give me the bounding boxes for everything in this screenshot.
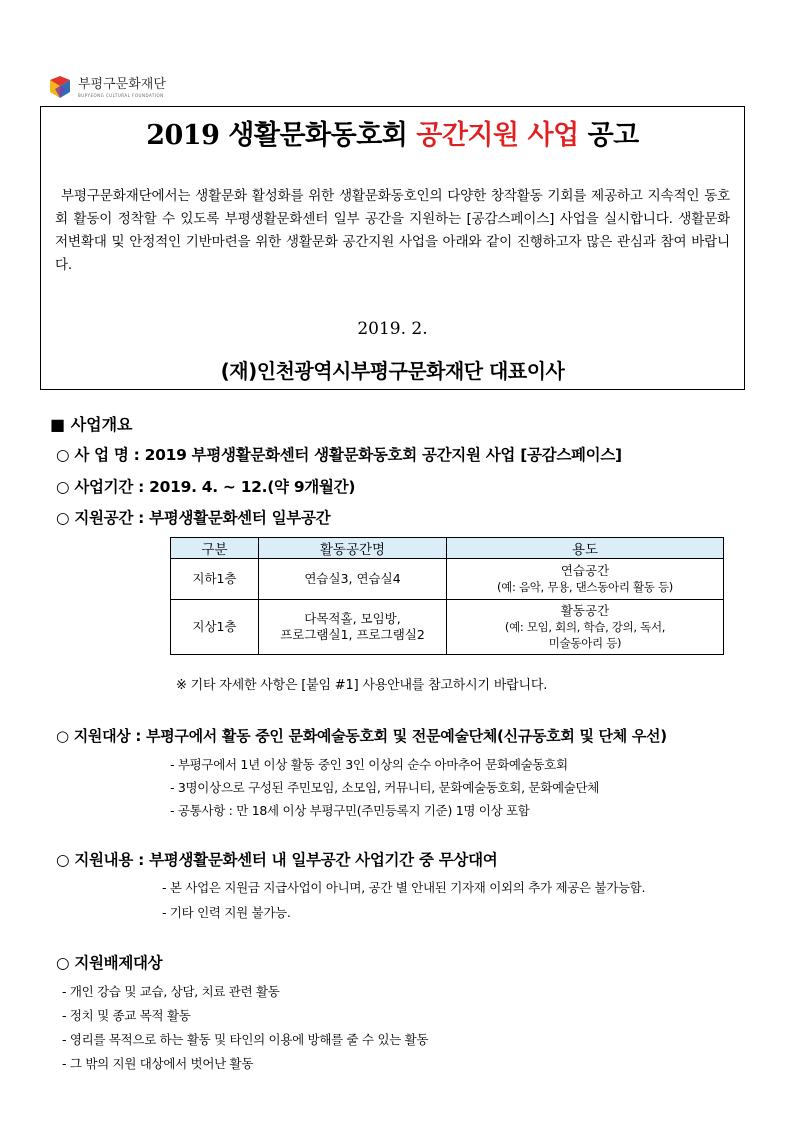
content-label: ○ 지원내용 : (56, 851, 145, 869)
target-label: ○ 지원대상 : (56, 727, 142, 745)
title-highlight: 공간지원 사업 (416, 120, 579, 151)
target-item: - 부평구에서 1년 이상 활동 중인 3인 이상의 순수 아마추어 문화예술동호회 (170, 757, 568, 772)
content-item: - 기타 인력 지원 불가능. (162, 905, 291, 920)
exclusion-heading: ○ 지원배제대상 (56, 954, 163, 972)
logo-name: 부평구문화재단 (78, 77, 166, 92)
notice-organization: (재)인천광역시부평구문화재단 대표이사 (220, 359, 565, 383)
target-item: - 공통사항 : 만 18세 이상 부평구민(주민등록지 기준) 1명 이상 포함 (170, 803, 530, 818)
support-space-value: 부평생활문화센터 일부공간 (149, 509, 331, 527)
rooms-cell: 연습실3, 연습실4 (259, 559, 447, 600)
project-period-label: ○ 사업기간 : (56, 478, 145, 496)
table-header: 활동공간명 (259, 538, 447, 559)
project-name-label: ○ 사 업 명 : (56, 446, 140, 464)
target-value: 부평구에서 활동 중인 문화예술동호회 및 전문예술단체(신규동호회 및 단체 우선) (146, 727, 667, 745)
notice-title: 2019 생활문화동호회 공간지원 사업 공고 (146, 120, 639, 151)
notice-date: 2019. 2. (357, 319, 428, 339)
table-row (171, 559, 724, 600)
support-space-label: ○ 지원공간 : (56, 509, 145, 527)
content-item: - 본 사업은 지원금 지급사업이 아니며, 공간 별 안내된 기자재 이외의 추가 제공은 불가능함. (162, 880, 646, 895)
table-header: 용도 (447, 538, 724, 559)
logo-mark-icon (48, 76, 72, 100)
support-space-row (56, 506, 330, 528)
project-period-row (56, 475, 355, 497)
rooms-cell: 다목적홀, 모임방, 프로그램실1, 프로그램실2 (259, 600, 447, 655)
exclusion-item: - 개인 강습 및 교습, 상담, 치료 관련 활동 (62, 984, 280, 999)
table-row (171, 600, 724, 655)
notice-box (40, 106, 745, 390)
content-row (56, 848, 497, 870)
content-value: 부평생활문화센터 내 일부공간 사업기간 중 무상대여 (149, 851, 498, 869)
floor-cell: 지상1층 (171, 600, 259, 655)
target-item: - 3명이상으로 구성된 주민모임, 소모임, 커뮤니티, 문화예술동호회, 문화예술단체 (170, 780, 600, 795)
exclusion-item: - 정치 및 종교 목적 활동 (62, 1008, 191, 1023)
floor-cell: 지하1층 (171, 559, 259, 600)
logo-sub: BUPYEONG CULTURAL FOUNDATION (78, 93, 164, 98)
exclusion-item: - 영리를 목적으로 하는 활동 및 타인의 이용에 방해를 줄 수 있는 활동 (62, 1032, 429, 1047)
project-name-value: 2019 부평생활문화센터 생활문화동호회 공간지원 사업 [공감스페이스] (144, 446, 622, 464)
use-cell: 활동공간 (예: 모임, 회의, 학습, 강의, 독서, 미술동아리 등) (447, 600, 724, 655)
project-period-value: 2019. 4. ~ 12.(약 9개월간) (149, 478, 356, 496)
target-row (56, 725, 667, 746)
notice-paragraph: 부평구문화재단에서는 생활문화 활성화를 위한 생활문화동호인의 다양한 창작활동 기회를 제공하고 지속적인 동호회 활동이 정착할 수 있도록 부평생활문화센터 일부 공간을 지원하는 [공감스페이스] 사업을 실시합니다. 생활문화 저변확대 및 안정적인 기반마련을 위한 생활문화 공간지원 사업을 아래와 같이 진행하고자 많은 관심과 참여 바랍니다. (55, 188, 730, 273)
use-cell: 연습공간 (예: 음악, 무용, 댄스동아리 활동 등) (447, 559, 724, 600)
table-header-row (171, 538, 724, 559)
exclusion-item: - 그 밖의 지원 대상에서 벗어난 활동 (62, 1056, 254, 1071)
table-note: ※ 기타 자세한 사항은 [붙임 #1] 사용안내를 참고하시기 바랍니다. (176, 678, 548, 693)
table-header: 구분 (171, 538, 259, 559)
foundation-logo (48, 76, 166, 100)
space-table (170, 537, 724, 655)
project-name-row (56, 443, 622, 465)
overview-heading: ■ 사업개요 (50, 415, 133, 434)
